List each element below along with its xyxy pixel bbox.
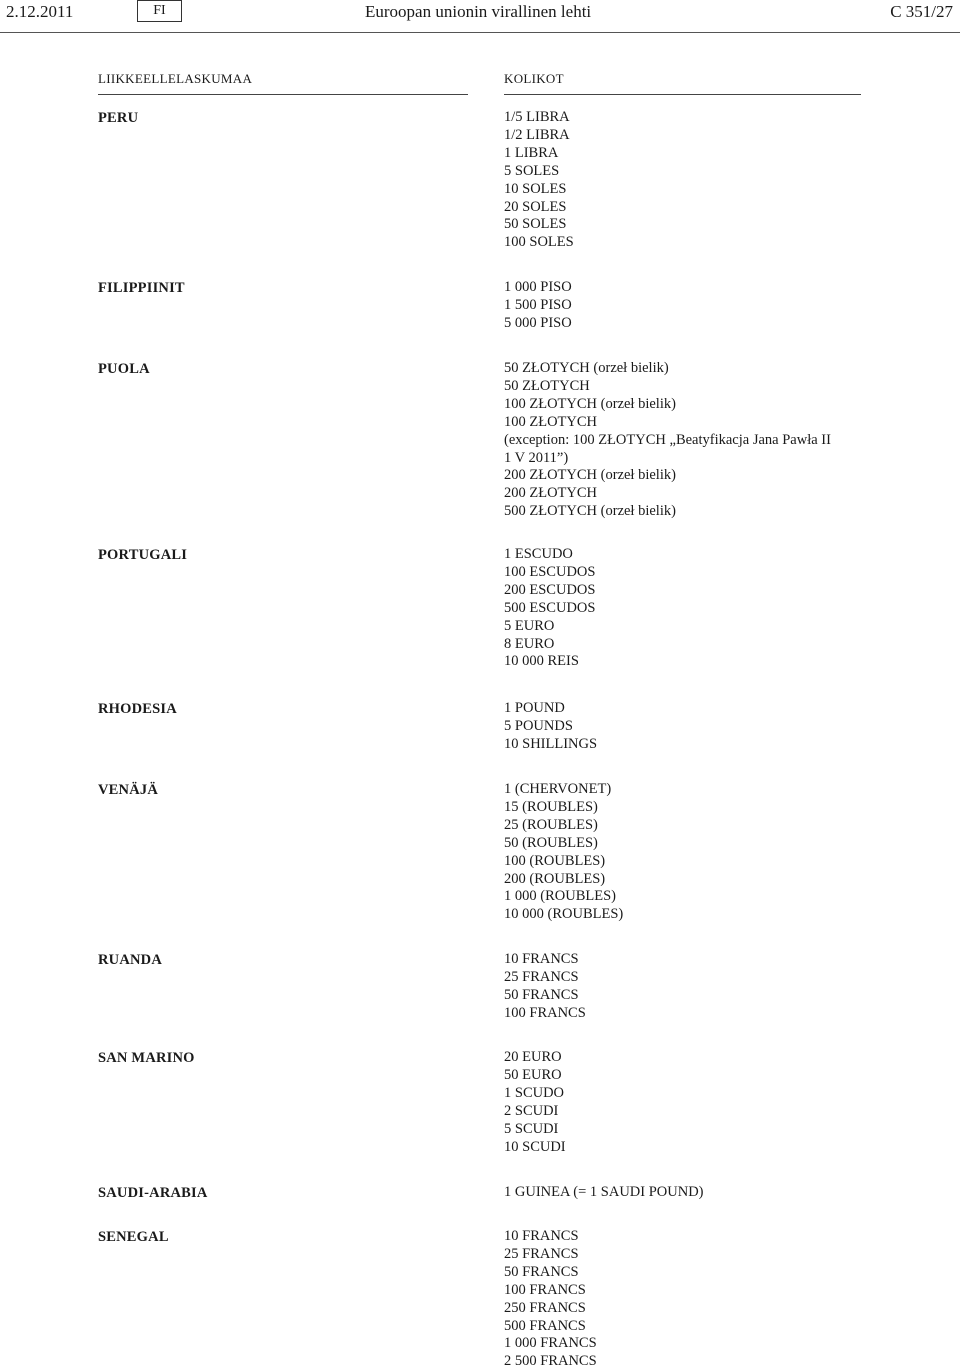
coin-item: 5 SCUDI (504, 1120, 559, 1137)
coin-item: 5 SOLES (504, 162, 560, 179)
coin-item: 200 ESCUDOS (504, 581, 596, 598)
coin-item: 1 V 2011”) (504, 449, 569, 466)
journal-title: Euroopan unionin virallinen lehti (365, 2, 592, 21)
coin-list (504, 781, 874, 924)
coin-item: 50 EURO (504, 1066, 562, 1083)
coin-item: 5 POUNDS (504, 717, 573, 734)
coin-item: 25 FRANCS (504, 968, 579, 985)
coin-item: 10 SHILLINGS (504, 735, 598, 752)
coin-item: 1/2 LIBRA (504, 126, 570, 143)
column-heading-country: LIIKKEELLELASKUMAA (98, 71, 253, 86)
coin-item: 100 (ROUBLES) (504, 852, 606, 869)
coin-item: 2 SCUDI (504, 1102, 559, 1119)
coin-item: 1 ESCUDO (504, 546, 573, 562)
coin-item: 1 POUND (504, 700, 565, 716)
coin-item: 10 SOLES (504, 180, 567, 197)
coin-item: 50 FRANCS (504, 1263, 579, 1280)
coin-item: 500 ESCUDOS (504, 599, 596, 616)
coin-item: 1 LIBRA (504, 144, 559, 161)
coin-item: 10 FRANCS (504, 1228, 579, 1244)
coin-item: 1 SCUDO (504, 1084, 565, 1101)
country-name: PUOLA (98, 361, 150, 377)
coin-item: 10 FRANCS (504, 951, 579, 967)
coin-item: 50 ZŁOTYCH (504, 377, 590, 394)
coin-list (504, 951, 874, 1023)
coin-item: 100 ESCUDOS (504, 563, 596, 580)
coin-item: 1 000 (ROUBLES) (504, 888, 616, 905)
coin-item: 10 000 (ROUBLES) (504, 906, 624, 923)
coin-item: 100 ZŁOTYCH (504, 413, 598, 430)
column-divider (98, 94, 468, 95)
coin-item: 50 SOLES (504, 216, 567, 233)
country-name: PORTUGALI (98, 547, 188, 563)
column-divider (504, 94, 861, 95)
coin-item: 20 EURO (504, 1049, 562, 1065)
coin-item: 10 000 REIS (504, 653, 579, 670)
coin-list (504, 1049, 874, 1156)
coin-list (504, 360, 874, 521)
coin-item: 5 000 PISO (504, 314, 572, 331)
publication-date: 2.12.2011 (6, 2, 74, 21)
country-name: VENÄJÄ (98, 782, 159, 798)
coin-item: 100 ZŁOTYCH (orzeł bielik) (504, 395, 676, 412)
coin-item: 1 000 PISO (504, 279, 572, 295)
coin-item: 5 EURO (504, 617, 555, 634)
country-name: SENEGAL (98, 1229, 169, 1245)
coin-item: 500 FRANCS (504, 1317, 586, 1334)
country-name: PERU (98, 110, 139, 126)
coin-item: 1 (CHERVONET) (504, 781, 612, 797)
country-name: RUANDA (98, 952, 163, 968)
coin-item: 1 500 PISO (504, 296, 572, 313)
coin-list (504, 700, 874, 754)
coin-item: 50 FRANCS (504, 986, 579, 1003)
coin-item: 250 FRANCS (504, 1299, 586, 1316)
coin-item: 8 EURO (504, 635, 555, 652)
country-name: SAN MARINO (98, 1050, 195, 1066)
coin-item: 1 000 FRANCS (504, 1335, 597, 1352)
country-name: SAUDI-ARABIA (98, 1185, 208, 1201)
coin-item: 100 SOLES (504, 234, 574, 251)
language-badge: FI (137, 0, 182, 22)
coin-item: 500 ZŁOTYCH (orzeł bielik) (504, 503, 676, 520)
coin-item: 50 (ROUBLES) (504, 834, 598, 851)
coin-item: 50 ZŁOTYCH (orzeł bielik) (504, 360, 669, 376)
coin-item: 100 FRANCS (504, 1281, 586, 1298)
coin-item: 1 GUINEA (= 1 SAUDI POUND) (504, 1184, 704, 1200)
coin-item: 15 (ROUBLES) (504, 798, 598, 815)
country-name: RHODESIA (98, 701, 177, 717)
coin-list (504, 279, 874, 333)
coin-item: 200 ZŁOTYCH (504, 485, 598, 502)
coin-list (504, 546, 874, 671)
coin-item: 25 FRANCS (504, 1245, 579, 1262)
coin-item: 200 ZŁOTYCH (orzeł bielik) (504, 467, 676, 484)
coin-item: 1/5 LIBRA (504, 109, 570, 125)
column-heading-coins: KOLIKOT (504, 71, 564, 86)
coin-item: 100 FRANCS (504, 1004, 586, 1021)
page-reference: C 351/27 (890, 2, 953, 21)
coin-item: (exception: 100 ZŁOTYCH „Beatyfikacja Jana Pawła II (504, 431, 831, 448)
page-header (0, 0, 960, 33)
coin-item: 200 (ROUBLES) (504, 870, 606, 887)
coin-list (504, 1228, 874, 1371)
coin-item: 25 (ROUBLES) (504, 816, 598, 833)
coin-list (504, 1184, 874, 1202)
coin-item: 10 SCUDI (504, 1138, 566, 1155)
coin-item: 20 SOLES (504, 198, 567, 215)
country-name: FILIPPIINIT (98, 280, 185, 296)
coin-list (504, 109, 874, 252)
coin-item: 2 500 FRANCS (504, 1353, 597, 1370)
